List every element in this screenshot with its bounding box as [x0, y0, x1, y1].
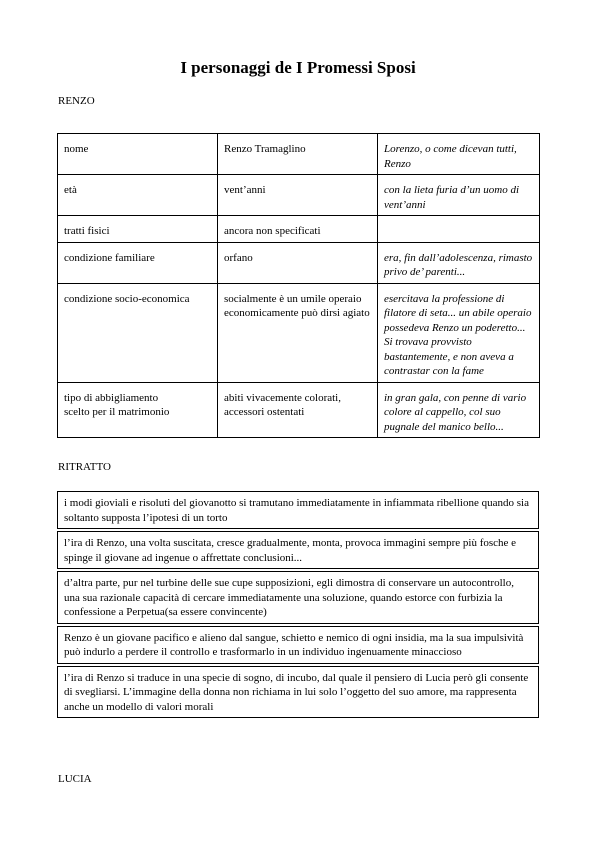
ritratto-paragraph: d’altra parte, pur nel turbine delle sue cupe supposizioni, egli dimostra di conservare un autocontrollo, una sua razionale capacità di cercare immediatamente una soluzione, quando estorce con furbizia la confessione a Perpetua(sa essere convincente) — [58, 572, 539, 624]
document-title: I personaggi de I Promessi Sposi — [180, 58, 416, 77]
value-cell: socialmente è un umile operaio economicamente può dirsi agiato — [218, 283, 378, 382]
quote-cell: era, fin dall’adolescenza, rimasto privo de’ parenti... — [378, 242, 540, 283]
section-label-ritratto: RITRATTO — [58, 461, 111, 473]
renzo-table — [57, 133, 540, 438]
quote-cell: con la lieta furia d’un uomo di vent’anni — [378, 175, 540, 216]
table-row — [58, 532, 539, 569]
table-row — [58, 216, 540, 243]
attr-cell: tipo di abbigliamento scelto per il matrimonio — [58, 382, 218, 438]
table-row — [58, 492, 539, 529]
table-row — [58, 382, 540, 438]
attr-cell: condizione familiare — [58, 242, 218, 283]
section-label-lucia: LUCIA — [58, 773, 92, 785]
ritratto-paragraph: l’ira di Renzo, una volta suscitata, cresce gradualmente, monta, provoca immagini sempre più fosche e spinge il giovane ad ingenue o affrettate conclusioni... — [58, 532, 539, 569]
table-row — [58, 626, 539, 663]
value-cell: ancora non specificati — [218, 216, 378, 243]
quote-cell: in gran gala, con penne di vario colore al cappello, col suo pugnale del manico bello... — [378, 382, 540, 438]
attr-cell: tratti fisici — [58, 216, 218, 243]
ritratto-table — [57, 491, 539, 718]
table-row — [58, 572, 539, 624]
quote-cell: Lorenzo, o come dicevan tutti, Renzo — [378, 134, 540, 175]
table-row — [58, 134, 540, 175]
quote-cell — [378, 216, 540, 243]
ritratto-paragraph: i modi gioviali e risoluti del giovanotto si tramutano immediatamente in infiammata ribellione quando sia soltanto supposta l’ipotesi di un torto — [58, 492, 539, 529]
attr-cell: nome — [58, 134, 218, 175]
quote-cell: esercitava la professione di filatore di seta... un abile operaio possedeva Renzo un poderetto... Si trovava provvisto bastantemente, e non aveva a contrastar con la fame — [378, 283, 540, 382]
attr-cell: età — [58, 175, 218, 216]
value-cell: vent’anni — [218, 175, 378, 216]
attr-cell: condizione socio-economica — [58, 283, 218, 382]
value-cell: abiti vivacemente colorati, accessori ostentati — [218, 382, 378, 438]
ritratto-paragraph: l’ira di Renzo si traduce in una specie di sogno, di incubo, dal quale il pensiero di Lucia però gli consente di svegliarsi. L’immagine della donna non richiama in lui solo l’oggetto del suo amore, ma rappresenta anche un modello di valori morali — [58, 666, 539, 718]
section-label-renzo: RENZO — [58, 95, 95, 107]
table-row — [58, 175, 540, 216]
value-cell: Renzo Tramaglino — [218, 134, 378, 175]
ritratto-paragraph: Renzo è un giovane pacifico e alieno dal sangue, schietto e nemico di ogni insidia, ma la sua impulsività può indurlo a perdere il controllo e trasformarlo in un individuo ingenuamente minaccioso — [58, 626, 539, 663]
table-row — [58, 242, 540, 283]
value-cell: orfano — [218, 242, 378, 283]
table-row — [58, 666, 539, 718]
table-row — [58, 283, 540, 382]
